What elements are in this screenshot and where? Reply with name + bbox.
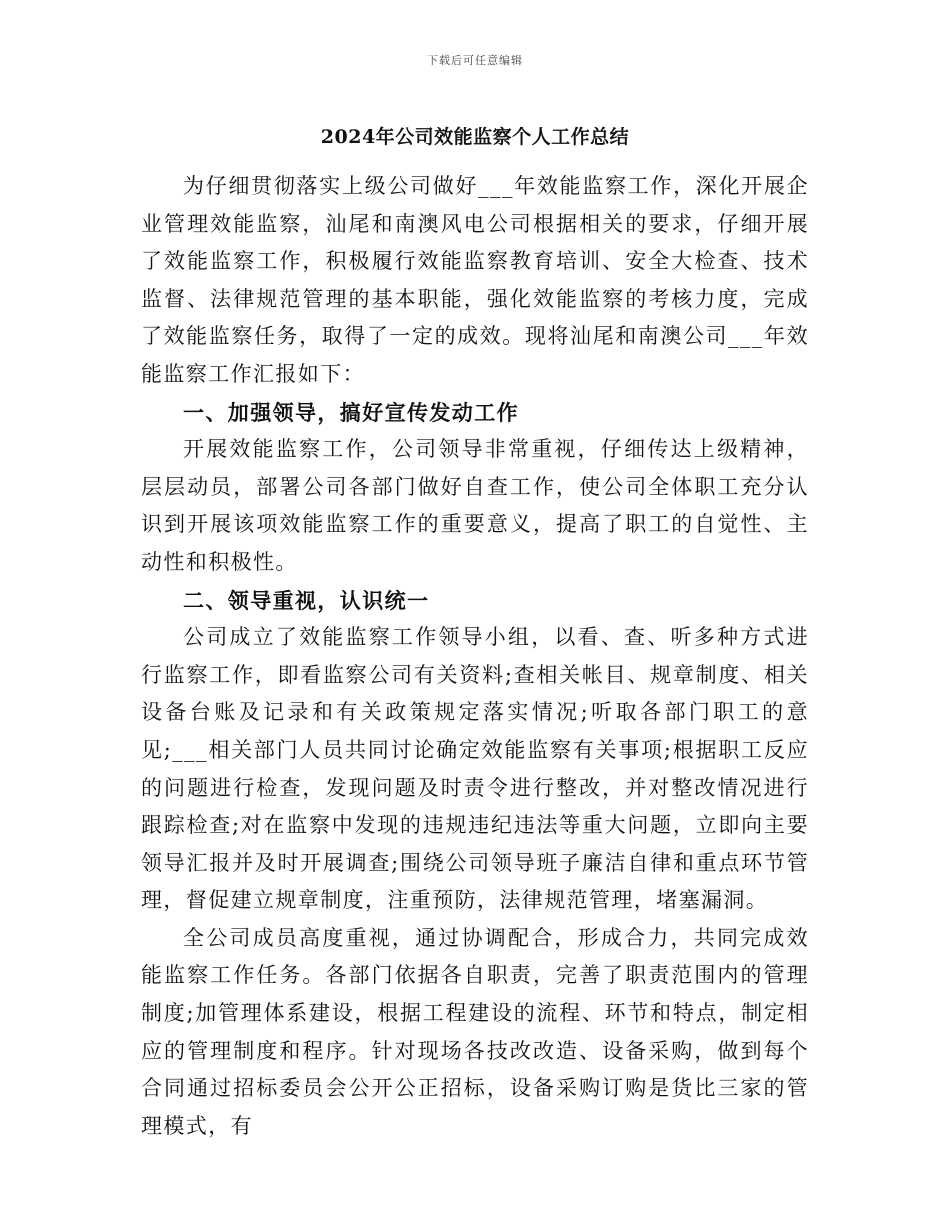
section-1-paragraph: 开展效能监察工作，公司领导非常重视，仔细传达上级精神，层层动员，部署公司各部门做好自查工作，使公司全体职工充分认识到开展该项效能监察工作的重要意义，提高了职工的自觉性、主动性和积极性。 bbox=[141, 437, 809, 574]
document-title: 2024年公司效能监察个人工作总结 bbox=[320, 126, 630, 148]
intro-paragraph: 为仔细贯彻落实上级公司做好___年效能监察工作，深化开展企业管理效能监察，汕尾和南澳风电公司根据相关的要求，仔细开展了效能监察工作，积极履行效能监察教育培训、安全大检查、技术监督、法律规范管理的基本职能，强化效能监察的考核力度，完成了效能监察任务，取得了一定的成效。现将汕尾和南澳公司___年效能监察工作汇报如下： bbox=[141, 174, 809, 386]
section-heading-1: 一、加强领导，搞好宣传发动工作 bbox=[183, 399, 519, 425]
header-note: 下载后可任意编辑 bbox=[427, 54, 523, 67]
section-2-paragraph-1: 公司成立了效能监察工作领导小组，以看、查、听多种方式进行监察工作，即看监察公司有关资料;查相关帐目、规章制度、相关设备台账及记录和有关政策规定落实情况;听取各部门职工的意见;___相关部门人员共同讨论确定效能监察有关事项;根据职工反应的问题进行检查，发现问题及时责令进行整改，并对整改情况进行跟踪检查;对在监察中发现的违规违纪违法等重大问题，立即向主要领导汇报并及时开展调查;围绕公司领导班子廉洁自律和重点环节管理，督促建立规章制度，注重预防，法律规范管理，堵塞漏洞。 bbox=[141, 625, 809, 913]
section-2-paragraph-2: 全公司成员高度重视，通过协调配合，形成合力，共同完成效能监察工作任务。各部门依据各自职责，完善了职责范围内的管理制度;加管理体系建设，根据工程建设的流程、环节和特点，制定相应的管理制度和程序。针对现场各技改改造、设备采购，做到每个合同通过招标委员会公开公正招标，设备采购订购是货比三家的管理模式，有 bbox=[141, 925, 809, 1138]
section-heading-2: 二、领导重视，认识统一 bbox=[183, 587, 430, 613]
document-body bbox=[141, 168, 809, 1145]
